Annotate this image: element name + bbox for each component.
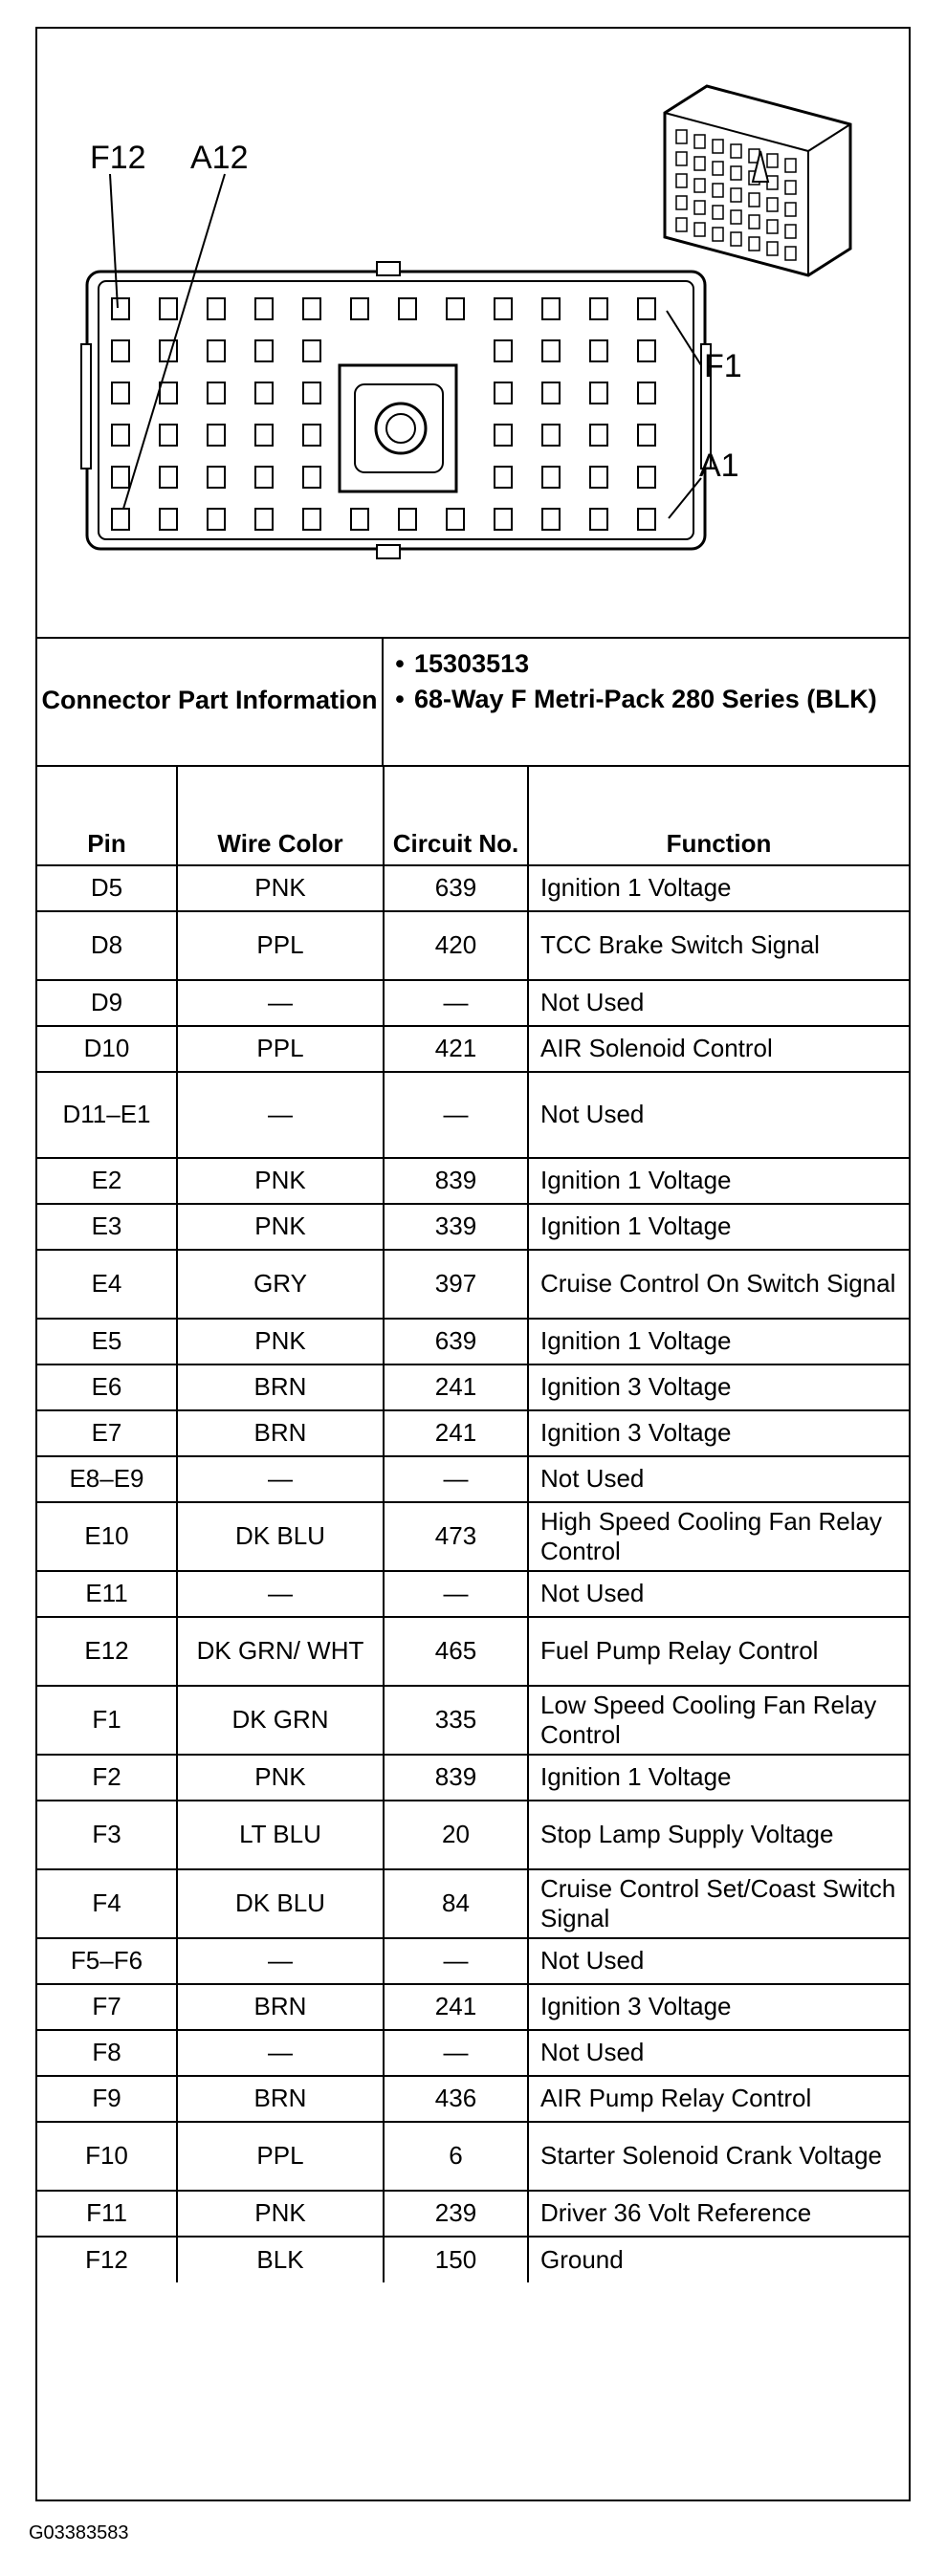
pin-cavity [112,425,129,446]
table-header-row [37,766,909,865]
pin-cavity [495,298,512,319]
wire-color-cell: BRN [177,1410,384,1456]
pin-cavity [160,298,177,319]
wire-color-cell: PPL [177,2122,384,2191]
function-cell: Fuel Pump Relay Control [528,1617,909,1686]
pin-cavity [495,382,512,404]
wire-color-cell: PPL [177,911,384,980]
function-cell: Not Used [528,1938,909,1984]
wire-color-cell: — [177,1571,384,1617]
connector-3d-cavity [749,215,759,229]
table-row [37,1319,909,1364]
function-cell: Starter Solenoid Crank Voltage [528,2122,909,2191]
table-row [37,1364,909,1410]
wire-color-cell: BLK [177,2237,384,2282]
connector-3d-cavity [713,140,723,153]
pin-cavity [590,467,607,488]
pin-cell: F2 [37,1755,177,1801]
pin-cavity [590,382,607,404]
pin-cavity [351,298,368,319]
function-cell: Not Used [528,2030,909,2076]
wire-color-cell: — [177,1456,384,1502]
pin-cavity [590,425,607,446]
label-a12: A12 [190,140,249,176]
pin-cell: D8 [37,911,177,980]
label-f1: F1 [704,348,742,384]
pin-cell: D11–E1 [37,1072,177,1158]
pin-cavity [447,298,464,319]
wire-color-cell: BRN [177,2076,384,2122]
pin-cavity [590,340,607,361]
function-cell: AIR Pump Relay Control [528,2076,909,2122]
pin-cell: F12 [37,2237,177,2282]
table-row [37,1801,909,1869]
pin-cell: F3 [37,1801,177,1869]
pin-cavity [255,298,273,319]
wire-color-cell: BRN [177,1364,384,1410]
connector-3d-cavity [731,232,741,246]
table-row [37,911,909,980]
pin-cell: D9 [37,980,177,1026]
wire-color-cell: PNK [177,1204,384,1250]
function-cell: Ignition 3 Voltage [528,1984,909,2030]
pin-cell: E8–E9 [37,1456,177,1502]
pin-cell: F8 [37,2030,177,2076]
circuit-cell: 420 [384,911,528,980]
table-row [37,1250,909,1319]
connector-3d-cavity [676,196,687,209]
connector-3d-cavity [785,181,796,194]
circuit-cell: 241 [384,1364,528,1410]
circuit-cell: — [384,1456,528,1502]
circuit-cell: — [384,1938,528,1984]
pin-cavity [303,509,320,530]
connector-diagram [37,29,909,639]
connector-3d-cavity [713,162,723,175]
table-row [37,2122,909,2191]
figure-code: G03383583 [29,2522,129,2543]
connector-3d-cavity [713,184,723,197]
pin-cell: E2 [37,1158,177,1204]
wire-color-cell: PNK [177,1755,384,1801]
pin-cavity [542,425,560,446]
pin-cavity [208,425,225,446]
pin-cavity [638,340,655,361]
pin-cell: F10 [37,2122,177,2191]
pin-cavity [303,340,320,361]
wire-color-cell: DK BLU [177,1869,384,1938]
wire-color-cell: BRN [177,1984,384,2030]
table-row [37,1938,909,1984]
circuit-cell: 20 [384,1801,528,1869]
pin-cavity [542,340,560,361]
circuit-cell: 465 [384,1617,528,1686]
function-cell: High Speed Cooling Fan Relay Control [528,1502,909,1571]
circuit-cell: — [384,2030,528,2076]
pin-cell: F7 [37,1984,177,2030]
leader-a1 [669,478,701,518]
circuit-cell: 421 [384,1026,528,1072]
connector-3d-cavity [694,157,705,170]
function-cell: Not Used [528,1571,909,1617]
connector-3d-cavity [749,193,759,207]
function-cell: Ignition 1 Voltage [528,865,909,911]
table-row [37,1686,909,1755]
circuit-cell: — [384,1072,528,1158]
pin-cavity [255,509,273,530]
table-row [37,2076,909,2122]
header-wire-color: Wire Color [177,766,384,865]
pin-cavity [638,382,655,404]
circuit-cell: 6 [384,2122,528,2191]
connector-info-item [385,684,909,715]
pin-cavity [208,298,225,319]
function-cell: Ground [528,2237,909,2282]
function-cell: Ignition 1 Voltage [528,1755,909,1801]
pin-cavity [112,509,129,530]
pin-cavity [208,382,225,404]
table-row [37,980,909,1026]
circuit-cell: 84 [384,1869,528,1938]
pin-cavity [351,509,368,530]
table-row [37,1158,909,1204]
connector-face-illustration [37,29,909,637]
side-rail-left [81,344,91,469]
bolt-hole [386,414,415,443]
pin-cell: E10 [37,1502,177,1571]
pin-cavity [495,425,512,446]
wire-color-cell: — [177,1072,384,1158]
connector-info-heading: Connector Part Information [37,637,384,765]
pin-cell: F11 [37,2191,177,2237]
header-function: Function [528,766,909,865]
connector-3d-cavity [767,154,778,167]
connector-3d-cavity [676,130,687,143]
label-f12: F12 [90,140,146,176]
wire-color-cell: PNK [177,1319,384,1364]
connector-3d-cavity [676,152,687,165]
connector-3d-cavity [785,225,796,238]
wire-color-cell: — [177,980,384,1026]
bullet-icon: • [395,649,405,678]
connector-info-item [385,648,909,680]
circuit-cell: 239 [384,2191,528,2237]
connector-3d-cavity [731,188,741,202]
function-cell: Driver 36 Volt Reference [528,2191,909,2237]
function-cell: Ignition 1 Voltage [528,1158,909,1204]
function-cell: Ignition 3 Voltage [528,1364,909,1410]
function-cell: Not Used [528,1072,909,1158]
pin-cavity [638,509,655,530]
table-row [37,1617,909,1686]
pin-cavity [160,425,177,446]
wire-color-cell: PPL [177,1026,384,1072]
circuit-cell: 839 [384,1158,528,1204]
pin-cavity [160,382,177,404]
table-row [37,1869,909,1938]
connector-info-list [385,637,909,765]
wire-color-cell: DK BLU [177,1502,384,1571]
table-row [37,1410,909,1456]
table-row [37,2237,909,2282]
circuit-cell: 241 [384,1410,528,1456]
pin-cavity [542,509,560,530]
wire-color-cell: — [177,1938,384,1984]
connector-3d-cavity [694,201,705,214]
pin-cavity [112,467,129,488]
connector-info-text: 15303513 [414,649,530,678]
function-cell: Cruise Control On Switch Signal [528,1250,909,1319]
table-row [37,2030,909,2076]
table-row [37,1502,909,1571]
pin-cavity [303,298,320,319]
wire-color-cell: LT BLU [177,1801,384,1869]
pin-cavity [255,340,273,361]
connector-3d-cavity [676,174,687,187]
top-latch [377,262,400,275]
pin-cavity [255,467,273,488]
table-row [37,1026,909,1072]
pin-cavity [160,467,177,488]
pin-cavity [638,467,655,488]
pin-cavity [160,509,177,530]
function-cell: Not Used [528,980,909,1026]
connector-sheet [35,27,911,2501]
pin-cell: E3 [37,1204,177,1250]
connector-part-information [37,637,909,767]
pin-cavity [638,298,655,319]
circuit-cell: 639 [384,1319,528,1364]
connector-3d-cavity [767,220,778,233]
pin-cell: E6 [37,1364,177,1410]
wire-color-cell: GRY [177,1250,384,1319]
pin-cavity [638,425,655,446]
table-row [37,1456,909,1502]
pin-cavity [208,509,225,530]
function-cell: AIR Solenoid Control [528,1026,909,1072]
connector-3d-cavity [785,247,796,260]
circuit-cell: 150 [384,2237,528,2282]
pin-cavity [208,340,225,361]
pin-cell: F9 [37,2076,177,2122]
pin-table [37,765,909,2282]
circuit-cell: 241 [384,1984,528,2030]
table-row [37,1072,909,1158]
label-a1: A1 [699,448,739,484]
bottom-latch [377,545,400,558]
header-circuit: Circuit No. [384,766,528,865]
leader-f12 [110,174,118,308]
function-cell: Low Speed Cooling Fan Relay Control [528,1686,909,1755]
connector-3d-cavity [731,166,741,180]
pin-cavity [590,509,607,530]
circuit-cell: — [384,980,528,1026]
connector-3d-cavity [767,198,778,211]
pin-cavity [447,509,464,530]
wire-color-cell: — [177,2030,384,2076]
wire-color-cell: PNK [177,2191,384,2237]
function-cell: Cruise Control Set/Coast Switch Signal [528,1869,909,1938]
circuit-cell: 397 [384,1250,528,1319]
wire-color-cell: DK GRN [177,1686,384,1755]
wire-color-cell: PNK [177,1158,384,1204]
function-cell: Ignition 1 Voltage [528,1319,909,1364]
wire-color-cell: PNK [177,865,384,911]
pin-cavity [399,509,416,530]
circuit-cell: 839 [384,1755,528,1801]
pin-cavity [112,340,129,361]
pin-cavity [255,382,273,404]
connector-3d-cavity [676,218,687,231]
pin-cell: E5 [37,1319,177,1364]
connector-3d-cavity [731,210,741,224]
table-row [37,1755,909,1801]
pin-cell: E11 [37,1571,177,1617]
connector-3d-cavity [767,242,778,255]
pin-cavity [112,298,129,319]
table-row [37,865,909,911]
leader-f1 [667,311,701,365]
pin-cavity [112,382,129,404]
pin-cavity [303,467,320,488]
table-row [37,1984,909,2030]
pin-cell: F5–F6 [37,1938,177,1984]
pin-cell: D5 [37,865,177,911]
connector-3d-cavity [694,223,705,236]
pin-cavity [495,509,512,530]
pin-cavity [542,382,560,404]
connector-3d-cavity [749,237,759,251]
pin-cavity [208,467,225,488]
wire-color-cell: DK GRN/ WHT [177,1617,384,1686]
pin-cavity [399,298,416,319]
circuit-cell: 639 [384,865,528,911]
pin-cavity [495,467,512,488]
circuit-cell: 473 [384,1502,528,1571]
function-cell: Not Used [528,1456,909,1502]
pin-cavity [303,382,320,404]
connector-3d-cavity [694,135,705,148]
pin-cavity [542,298,560,319]
connector-3d-cavity [713,228,723,241]
connector-3d-cavity [785,159,796,172]
pin-cell: E12 [37,1617,177,1686]
pin-cavity [542,467,560,488]
connector-3d-cavity [731,144,741,158]
function-cell: Ignition 3 Voltage [528,1410,909,1456]
pin-cell: D10 [37,1026,177,1072]
pin-cell: E4 [37,1250,177,1319]
header-pin: Pin [37,766,177,865]
function-cell: Stop Lamp Supply Voltage [528,1801,909,1869]
pin-cell: F1 [37,1686,177,1755]
pin-cavity [303,425,320,446]
circuit-cell: 335 [384,1686,528,1755]
connector-3d-cavity [785,203,796,216]
circuit-cell: 436 [384,2076,528,2122]
table-row [37,1204,909,1250]
connector-info-text: 68-Way F Metri-Pack 280 Series (BLK) [414,684,877,713]
connector-3d-cavity [694,179,705,192]
bullet-icon: • [395,684,405,713]
pin-cell: E7 [37,1410,177,1456]
table-row [37,2191,909,2237]
function-cell: TCC Brake Switch Signal [528,911,909,980]
circuit-cell: 339 [384,1204,528,1250]
pin-cell: F4 [37,1869,177,1938]
function-cell: Ignition 1 Voltage [528,1204,909,1250]
table-row [37,1571,909,1617]
pin-cavity [495,340,512,361]
pin-cavity [590,298,607,319]
pin-cavity [255,425,273,446]
circuit-cell: — [384,1571,528,1617]
connector-3d-cavity [713,206,723,219]
